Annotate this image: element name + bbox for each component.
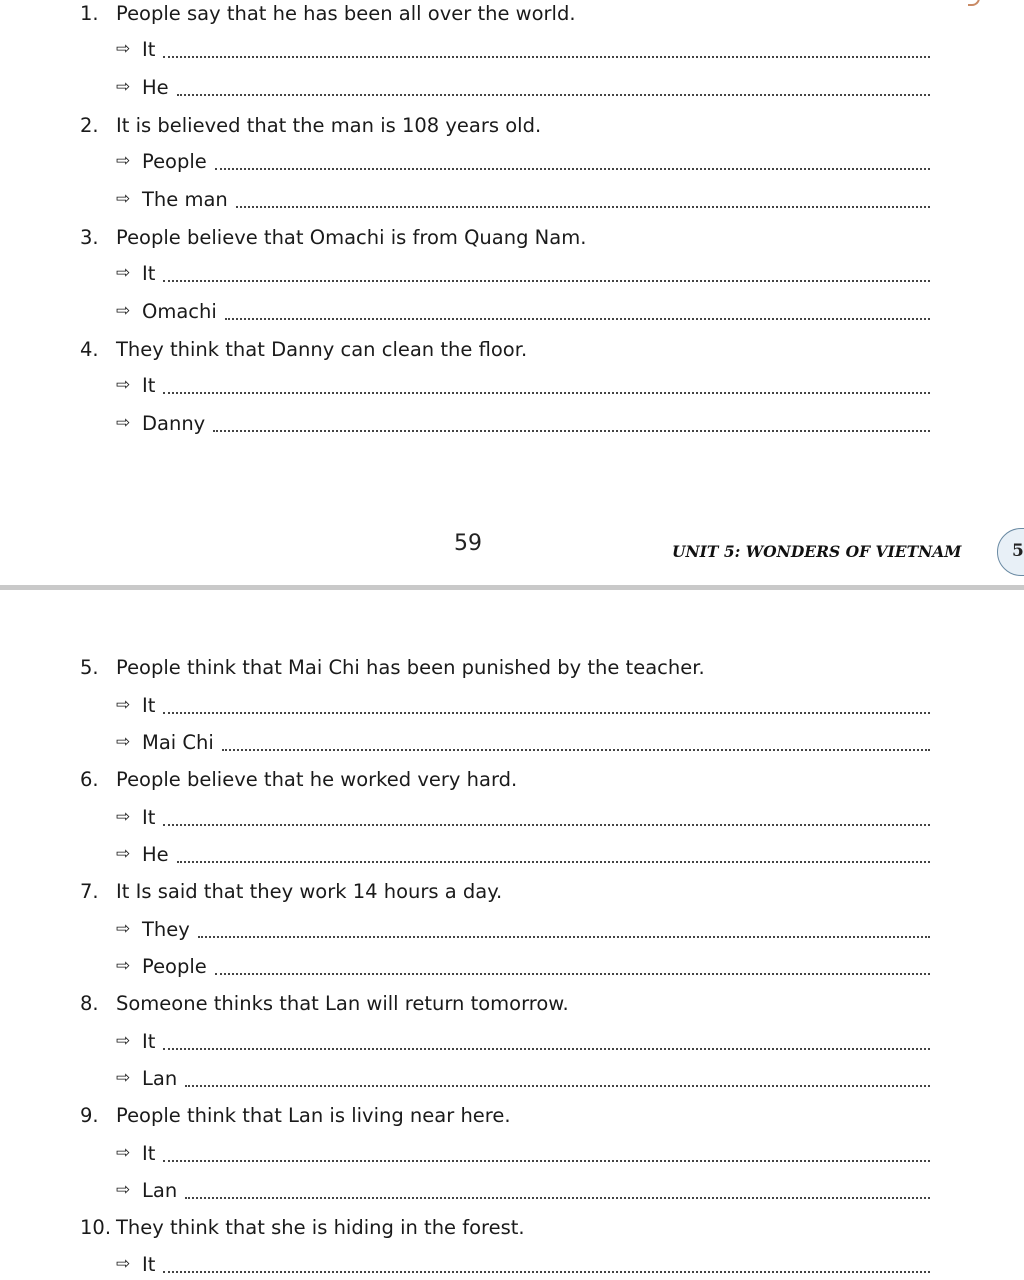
question-number: 10.: [80, 1216, 112, 1239]
question-6: [80, 766, 517, 794]
answer-line-9b[interactable]: [116, 1177, 930, 1205]
question-8: [80, 990, 569, 1018]
arrow-icon: ⇨: [116, 301, 131, 321]
question-number: 7.: [80, 880, 99, 903]
dotted-answer-blank[interactable]: [163, 56, 930, 58]
answer-line-5a[interactable]: [116, 692, 930, 720]
answer-line-6b[interactable]: [116, 841, 930, 869]
unit-title: UNIT 5: WONDERS OF VIETNAM: [672, 542, 962, 561]
answer-starter: He: [142, 843, 169, 866]
answer-starter: It: [142, 262, 156, 285]
answer-line-3b[interactable]: [116, 298, 930, 326]
dotted-answer-blank[interactable]: [222, 749, 930, 751]
question-number: 3.: [80, 226, 99, 249]
question-text: They think that she is hiding in the forest.: [116, 1216, 525, 1239]
answer-line-7a[interactable]: [116, 916, 930, 944]
answer-line-1b[interactable]: [116, 74, 930, 102]
arrow-icon: ⇨: [116, 919, 131, 939]
arrow-icon: ⇨: [116, 151, 131, 171]
dotted-answer-blank[interactable]: [163, 392, 930, 394]
answer-starter: Mai Chi: [142, 731, 214, 754]
question-number: 4.: [80, 338, 99, 361]
arrow-icon: ⇨: [116, 695, 131, 715]
answer-line-5b[interactable]: [116, 729, 930, 757]
answer-line-8a[interactable]: [116, 1028, 930, 1056]
arrow-icon: ⇨: [116, 263, 131, 283]
dotted-answer-blank[interactable]: [215, 973, 930, 975]
dotted-answer-blank[interactable]: [177, 861, 930, 863]
arrow-icon: ⇨: [116, 413, 131, 433]
arrow-icon: ⇨: [116, 375, 131, 395]
answer-line-2a[interactable]: [116, 148, 930, 176]
unit-tab: [997, 528, 1024, 576]
question-number: 8.: [80, 992, 99, 1015]
page-number: 59: [454, 531, 482, 556]
question-text: Someone thinks that Lan will return tomorrow.: [116, 992, 569, 1015]
dotted-answer-blank[interactable]: [215, 168, 930, 170]
arrow-icon: ⇨: [116, 1031, 131, 1051]
worksheet-page-bottom: [0, 600, 1024, 1280]
answer-line-9a[interactable]: [116, 1140, 930, 1168]
question-number: 2.: [80, 114, 99, 137]
question-number: 6.: [80, 768, 99, 791]
answer-starter: They: [142, 918, 190, 941]
question-9: [80, 1102, 511, 1130]
question-text: They think that Danny can clean the floor.: [116, 338, 528, 361]
question-text: People think that Lan is living near here.: [116, 1104, 511, 1127]
answer-line-10a[interactable]: [116, 1251, 930, 1279]
answer-starter: People: [142, 955, 207, 978]
question-number: 5.: [80, 656, 99, 679]
dotted-answer-blank[interactable]: [163, 1271, 930, 1273]
answer-starter: Lan: [142, 1179, 178, 1202]
page-divider: [0, 585, 1024, 590]
answer-starter: It: [142, 374, 156, 397]
arrow-icon: ⇨: [116, 39, 131, 59]
arrow-icon: ⇨: [116, 807, 131, 827]
answer-starter: Danny: [142, 412, 206, 435]
dotted-answer-blank[interactable]: [198, 936, 930, 938]
arrow-icon: ⇨: [116, 1180, 131, 1200]
question-text: It Is said that they work 14 hours a day.: [116, 880, 503, 903]
dotted-answer-blank[interactable]: [163, 280, 930, 282]
unit-tab-number: 5: [1012, 541, 1024, 561]
arrow-icon: ⇨: [116, 77, 131, 97]
dotted-answer-blank[interactable]: [163, 712, 930, 714]
arrow-icon: ⇨: [116, 1143, 131, 1163]
question-4: [80, 336, 527, 364]
answer-starter: It: [142, 1030, 156, 1053]
question-3: [80, 224, 586, 252]
question-text: It is believed that the man is 108 years old.: [116, 114, 542, 137]
answer-starter: Omachi: [142, 300, 217, 323]
answer-starter: People: [142, 150, 207, 173]
dotted-answer-blank[interactable]: [225, 318, 930, 320]
question-1: [80, 0, 576, 28]
answer-starter: It: [142, 1253, 156, 1276]
arrow-icon: ⇨: [116, 732, 131, 752]
dotted-answer-blank[interactable]: [236, 206, 930, 208]
answer-line-1a[interactable]: [116, 36, 930, 64]
answer-starter: It: [142, 1142, 156, 1165]
dotted-answer-blank[interactable]: [213, 430, 930, 432]
answer-line-6a[interactable]: [116, 804, 930, 832]
answer-starter: It: [142, 694, 156, 717]
arrow-icon: ⇨: [116, 956, 131, 976]
dotted-answer-blank[interactable]: [163, 1048, 930, 1050]
answer-line-4a[interactable]: [116, 372, 930, 400]
question-text: People believe that Omachi is from Quang Nam.: [116, 226, 587, 249]
question-7: [80, 878, 502, 906]
dotted-answer-blank[interactable]: [163, 1160, 930, 1162]
arrow-icon: ⇨: [116, 844, 131, 864]
answer-starter: He: [142, 76, 169, 99]
arrow-icon: ⇨: [116, 189, 131, 209]
answer-starter: The man: [142, 188, 228, 211]
arrow-icon: ⇨: [116, 1254, 131, 1274]
question-text: People believe that he worked very hard.: [116, 768, 518, 791]
question-10: [80, 1214, 525, 1242]
answer-starter: Lan: [142, 1067, 178, 1090]
dotted-answer-blank[interactable]: [177, 94, 930, 96]
answer-line-4b[interactable]: [116, 410, 930, 438]
dotted-answer-blank[interactable]: [185, 1197, 930, 1199]
answer-line-7b[interactable]: [116, 953, 930, 981]
question-text: People think that Mai Chi has been punished by the teacher.: [116, 656, 705, 679]
dotted-answer-blank[interactable]: [185, 1085, 930, 1087]
answer-starter: It: [142, 38, 156, 61]
question-number: 1.: [80, 2, 99, 25]
answer-line-3a[interactable]: [116, 260, 930, 288]
question-5: [80, 654, 705, 682]
question-text: People say that he has been all over the world.: [116, 2, 576, 25]
corner-pen-mark: [968, 0, 980, 6]
answer-starter: It: [142, 806, 156, 829]
worksheet-page-top: [0, 0, 1024, 585]
question-number: 9.: [80, 1104, 99, 1127]
dotted-answer-blank[interactable]: [163, 824, 930, 826]
answer-line-2b[interactable]: [116, 186, 930, 214]
answer-line-8b[interactable]: [116, 1065, 930, 1093]
question-2: [80, 112, 541, 140]
arrow-icon: ⇨: [116, 1068, 131, 1088]
